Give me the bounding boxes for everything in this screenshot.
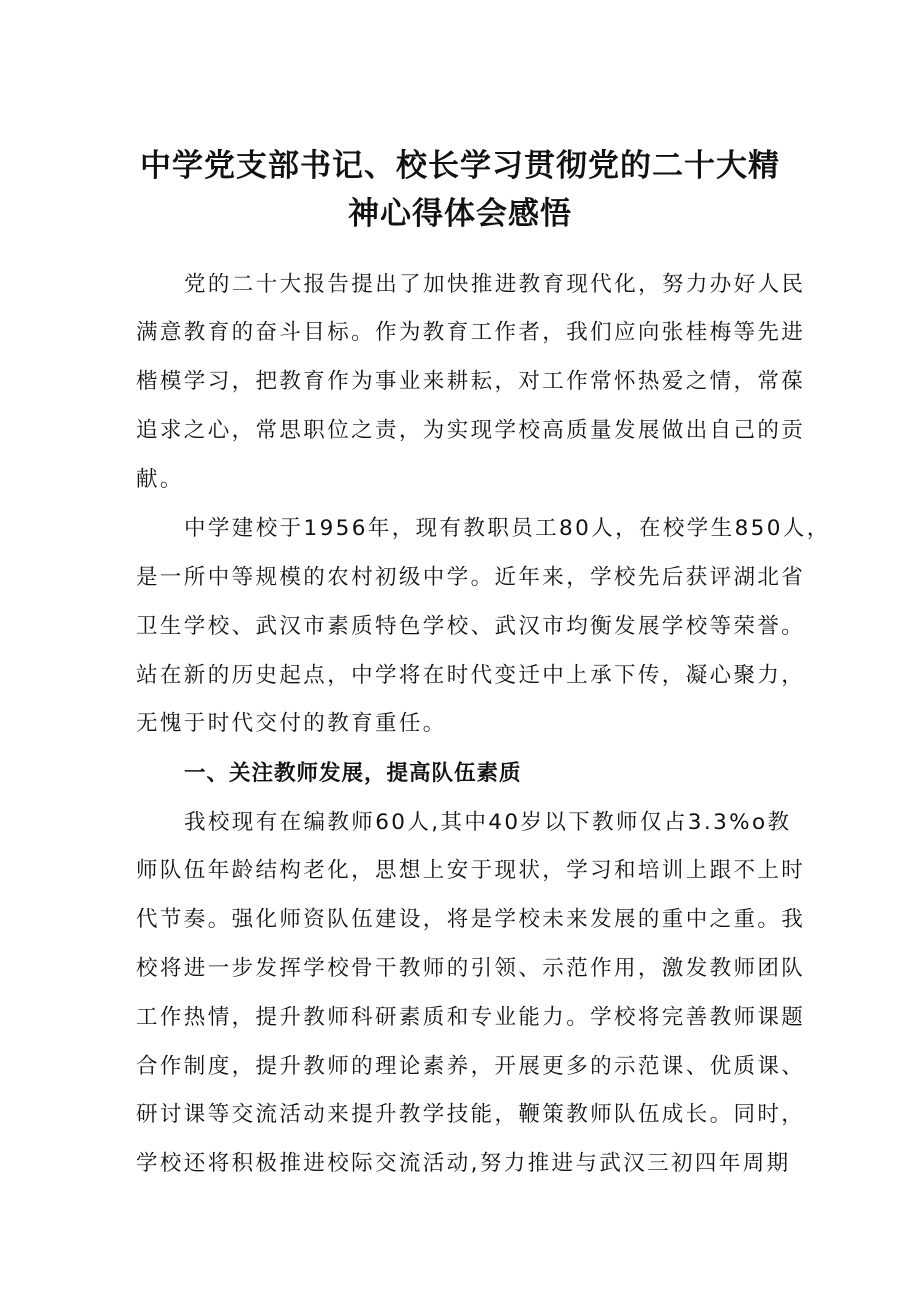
paragraph-1-line-3: 楷模学习，把教育作为事业来耕耘，对工作常怀热爱之情，常葆 <box>136 369 806 394</box>
paragraph-3-line-3: 代节奏。强化师资队伍建设，将是学校未来发展的重中之重。我 <box>136 907 806 932</box>
paragraph-2-line-2: 是一所中等规模的农村初级中学。近年来，学校先后获评湖北省 <box>136 565 806 590</box>
paragraph-3-line-6: 合作制度，提升教师的理论素养，开展更多的示范课、优质课、 <box>136 1054 806 1079</box>
paragraph-3-line-7: 研讨课等交流活动来提升教学技能，鞭策教师队伍成长。同时， <box>136 1102 806 1127</box>
paragraph-2-line-1: 中学建校于1956年，现有教职员工80人，在校学生850人， <box>184 516 831 541</box>
document-title-line-2: 神心得体会感悟 <box>348 196 572 232</box>
paragraph-1-line-1: 党的二十大报告提出了加快推进教育现代化，努力办好人民 <box>184 272 806 297</box>
section-heading: 一、关注教师发展，提高队伍素质 <box>184 761 522 786</box>
document-title-line-1: 中学党支部书记、校长学习贯彻党的二十大精 <box>140 148 780 184</box>
paragraph-3-line-8: 学校还将积极推进校际交流活动,努力推进与武汉三初四年周期 <box>136 1151 791 1176</box>
paragraph-1-line-2: 满意教育的奋斗目标。作为教育工作者，我们应向张桂梅等先进 <box>136 320 806 345</box>
paragraph-1-line-5: 献。 <box>136 467 184 492</box>
paragraph-2-line-4: 站在新的历史起点，中学将在时代变迁中上承下传，凝心聚力， <box>136 663 806 688</box>
paragraph-2-line-5: 无愧于时代交付的教育重任。 <box>136 711 447 736</box>
paragraph-3-line-1: 我校现有在编教师60人,其中40岁以下教师仅占3.3%o教 <box>184 810 792 835</box>
paragraph-3-line-5: 工作热情，提升教师科研素质和专业能力。学校将完善教师课题 <box>136 1005 806 1030</box>
paragraph-3-line-2: 师队伍年龄结构老化，思想上安于现状，学习和培训上跟不上时 <box>136 858 806 883</box>
paragraph-1-line-4: 追求之心，常思职位之责，为实现学校高质量发展做出自己的贡 <box>136 418 806 443</box>
paragraph-3-line-4: 校将进一步发挥学校骨干教师的引领、示范作用，激发教师团队 <box>136 956 806 981</box>
paragraph-2-line-3: 卫生学校、武汉市素质特色学校、武汉市均衡发展学校等荣誉。 <box>136 614 806 639</box>
